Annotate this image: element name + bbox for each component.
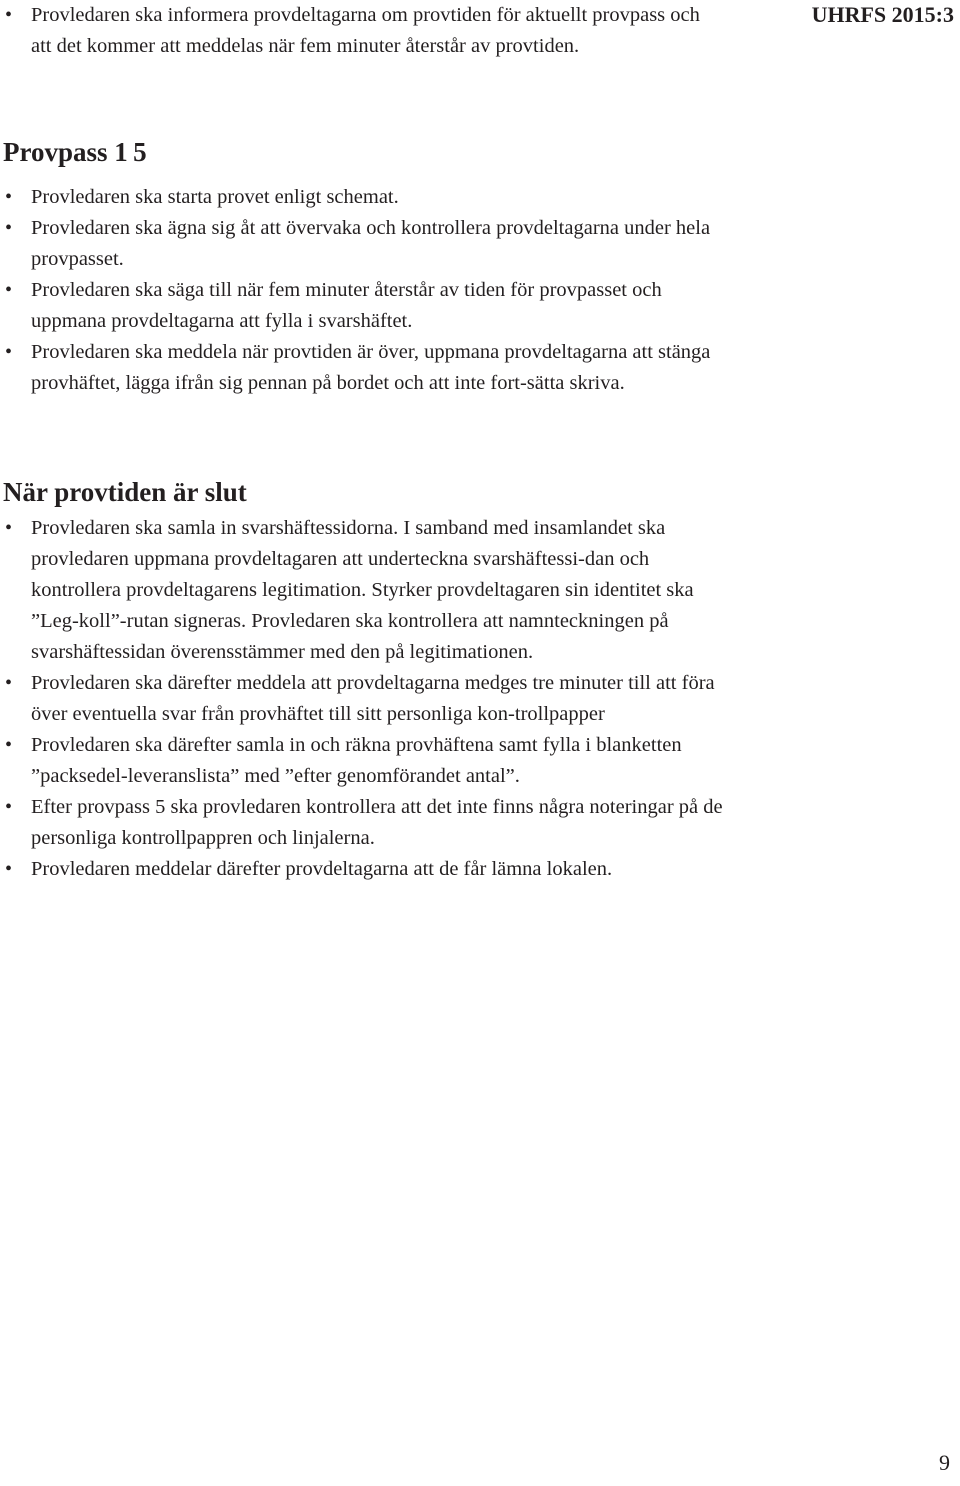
bullet-icon: • bbox=[5, 517, 13, 539]
bullet-icon: • bbox=[5, 279, 13, 301]
bullet-icon: • bbox=[5, 796, 13, 818]
list-item-text: Provledaren ska därefter samla in och räkna provhäftena samt fylla i blanketten ”packsedel-leveranslista” med ”efter genomförandet antal”. bbox=[31, 734, 682, 787]
list-item bbox=[0, 337, 732, 399]
list-item-text: Provledaren ska informera provdeltagarna om provtiden för aktuellt provpass och att det kommer att meddelas när fem minuter återstår av provtiden. bbox=[31, 4, 700, 57]
section-heading-nar-provtiden: När provtiden är slut bbox=[3, 477, 247, 507]
list-item-text: Provledaren ska därefter meddela att provdeltagarna medges tre minuter till att föra över eventuella svar från provhäftet till sitt personliga kon-trollpapper bbox=[31, 672, 715, 725]
list-item-text: Provledaren ska ägna sig åt att övervaka och kontrollera provdeltagarna under hela provpasset. bbox=[31, 217, 711, 270]
list-item-text: Provledaren ska samla in svarshäftessidorna. I samband med insamlandet ska provledaren uppmana provdeltagaren att underteckna svarshäftessi-dan och kontrollera provdeltagarens legitimation. Styrker provdeltagaren sin identitet ska ”Leg-koll”-rutan signeras. Provledaren ska kontrollera att namnteckningen på svarshäftessidan överensstämmer med den på legitimationen. bbox=[31, 517, 694, 663]
list-item bbox=[0, 730, 736, 792]
bullet-icon: • bbox=[5, 4, 13, 26]
list-item-text: Provledaren ska starta provet enligt schemat. bbox=[31, 186, 399, 208]
bullet-icon: • bbox=[5, 217, 13, 239]
list-item bbox=[0, 854, 736, 885]
list-item bbox=[0, 513, 736, 668]
intro-list bbox=[0, 0, 720, 62]
page-number: 9 bbox=[939, 1450, 950, 1475]
bullet-icon: • bbox=[5, 858, 13, 880]
document-code: UHRFS 2015:3 bbox=[811, 2, 954, 27]
bullet-icon: • bbox=[5, 672, 13, 694]
list-item-text: Provledaren ska säga till när fem minuter återstår av tiden för provpasset och uppmana provdeltagarna att fylla i svarshäftet. bbox=[31, 279, 662, 332]
list-item bbox=[0, 213, 732, 275]
end-of-test-list bbox=[0, 513, 736, 885]
list-item-text: Provledaren ska meddela när provtiden är över, uppmana provdeltagarna att stänga provhäftet, lägga ifrån sig pennan på bordet och att inte fort-sätta skriva. bbox=[31, 341, 711, 394]
list-item-text: Efter provpass 5 ska provledaren kontrollera att det inte finns några noteringar på de personliga kontrollpappren och linjalerna. bbox=[31, 796, 723, 849]
bullet-icon: • bbox=[5, 734, 13, 756]
section-heading-provpass: Provpass 1 5 bbox=[3, 137, 147, 167]
list-item bbox=[0, 792, 736, 854]
list-item bbox=[0, 182, 732, 213]
list-item bbox=[0, 275, 732, 337]
list-item bbox=[0, 668, 736, 730]
bullet-icon: • bbox=[5, 186, 13, 208]
list-item-text: Provledaren meddelar därefter provdeltagarna att de får lämna lokalen. bbox=[31, 858, 613, 880]
list-item bbox=[0, 0, 720, 62]
provpass-list bbox=[0, 182, 732, 399]
bullet-icon: • bbox=[5, 341, 13, 363]
